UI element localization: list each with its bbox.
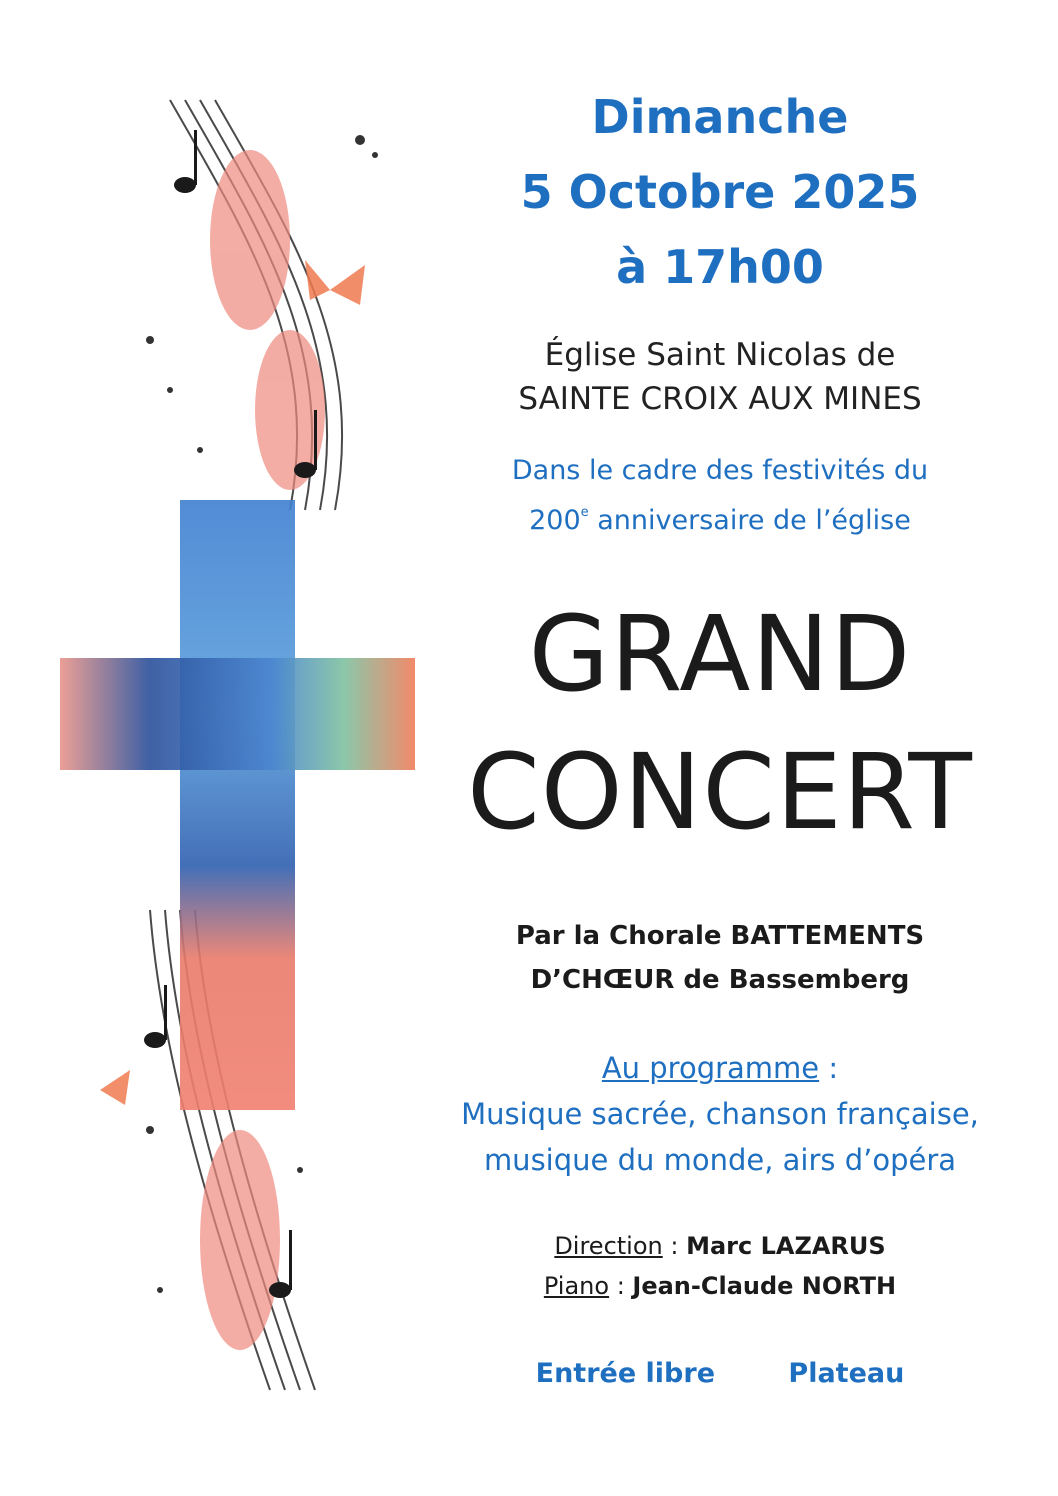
credit-direction xyxy=(440,1226,1000,1266)
programme xyxy=(440,1045,1000,1183)
cross-music-illustration xyxy=(40,90,440,1410)
context-line-1: Dans le cadre des festivités du xyxy=(511,455,929,486)
title-line-1: GRAND xyxy=(528,593,912,715)
event-datetime xyxy=(440,80,1000,305)
credit-role: Piano xyxy=(543,1272,610,1300)
credit-name: Jean-Claude NORTH xyxy=(632,1272,897,1300)
entry-free: Entrée libre xyxy=(535,1358,716,1389)
collection-plate: Plateau xyxy=(788,1358,905,1389)
event-date: 5 Octobre 2025 xyxy=(520,165,920,219)
anniversary-number: 200 xyxy=(529,505,581,536)
anniversary-suffix: e xyxy=(580,505,589,520)
footer xyxy=(440,1358,1000,1389)
venue-line-1: Église Saint Nicolas de xyxy=(544,337,896,373)
event-time: à 17h00 xyxy=(616,240,824,294)
credit-sep: : xyxy=(609,1272,633,1300)
venue-line-2: SAINTE CROIX AUX MINES xyxy=(518,381,922,417)
programme-label: Au programme xyxy=(601,1051,820,1085)
context-line-2-rest: anniversaire de l’église xyxy=(588,505,911,536)
credit-role: Direction xyxy=(554,1232,663,1260)
context-line-2 xyxy=(440,492,1000,542)
programme-line-1: Musique sacrée, chanson française, xyxy=(461,1097,979,1131)
programme-heading xyxy=(440,1045,1000,1091)
choir-line-1: Par la Chorale BATTEMENTS xyxy=(515,921,925,951)
credit-name: Marc LAZARUS xyxy=(686,1232,886,1260)
credit-sep: : xyxy=(662,1232,687,1260)
anniversary-context xyxy=(440,450,1000,542)
venue xyxy=(440,333,1000,421)
programme-line-2: musique du monde, airs d’opéra xyxy=(483,1143,957,1177)
event-day: Dimanche xyxy=(591,90,849,144)
credits xyxy=(440,1226,1000,1306)
concert-title xyxy=(440,585,1000,861)
choir-line-2: D’CHŒUR de Bassemberg xyxy=(530,965,910,995)
title-line-2: CONCERT xyxy=(467,731,973,853)
choir-info xyxy=(440,914,1000,1002)
programme-colon: : xyxy=(819,1051,839,1085)
credit-piano xyxy=(440,1266,1000,1306)
